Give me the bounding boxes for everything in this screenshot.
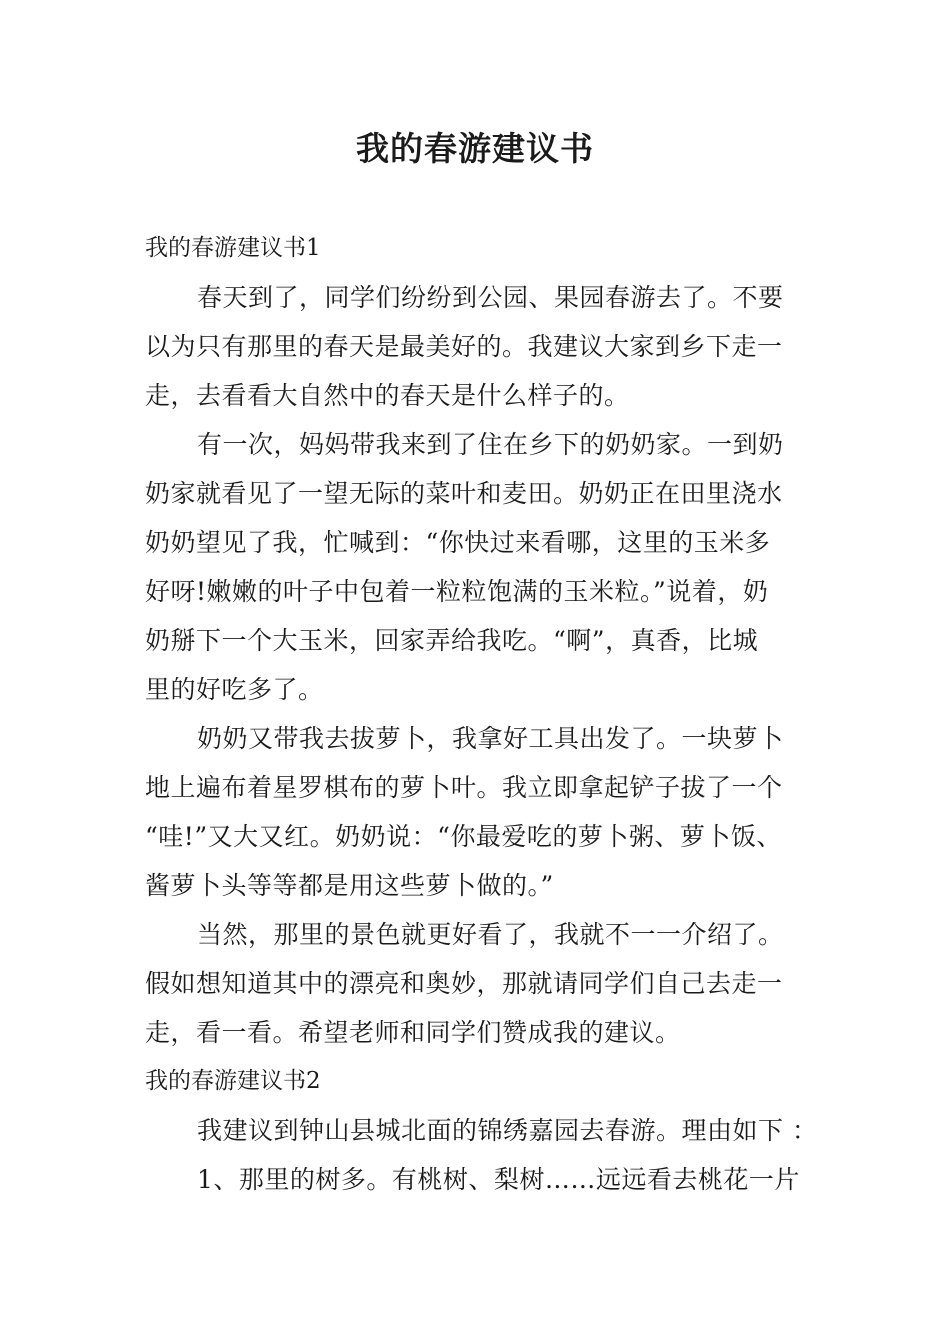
section-heading: 我的春游建议书1 [145,235,321,261]
paragraph [145,714,807,910]
section-heading: 我的春游建议书2 [145,1068,321,1094]
text-line: 当然，那里的景色就更好看了，我就不一一介绍了。 [197,920,784,949]
text-line: 奶奶又带我去拔萝卜，我拿好工具出发了。一块萝卜 [197,724,784,753]
paragraph [145,1106,818,1155]
text-line: 奶掰下一个大玉米，回家弄给我吃。“啊”，真香，比城 [145,626,759,655]
text-line: 我建议到钟山县城北面的锦绣嘉园去春游。理由如下 ： [197,1116,818,1145]
text-line: 酱萝卜头等等都是用这些萝卜做的。” [145,871,554,900]
document-body [145,224,818,1204]
text-line: 以为只有那里的春天是最美好的。我建议大家到乡下走一 [145,332,783,361]
text-line: 1、那里的树多。有桃树、梨树……远远看去桃花一片 [197,1165,800,1194]
text-line: 奶奶望见了我，忙喊到：“你快过来看哪，这里的玉米多 [145,528,771,557]
text-line: 假如想知道其中的漂亮和奥妙，那就请同学们自己去走一 [145,969,783,998]
text-line: 好呀!嫩嫩的叶子中包着一粒粒饱满的玉米粒。”说着，奶 [145,577,769,606]
paragraph [145,273,807,420]
text-line: 走，去看看大自然中的春天是什么样子的。 [145,381,630,410]
paragraph [145,1155,807,1204]
text-line: 春天到了，同学们纷纷到公园、果园春游去了。不要 [197,283,784,312]
paragraph [145,910,807,1057]
text-line: 走，看一看。希望老师和同学们赞成我的建议。 [145,1018,681,1047]
text-line: 奶家就看见了一望无际的菜叶和麦田。奶奶正在田里浇水 [145,479,783,508]
text-line: 地上遍布着星罗棋布的萝卜叶。我立即拿起铲子拔了一个 [145,773,783,802]
document-title: 我的春游建议书 [356,129,594,168]
text-line: 里的好吃多了。 [145,675,324,704]
text-line: “哇!”又大又红。奶奶说：“你最爱吃的萝卜粥、萝卜饭、 [145,822,782,851]
paragraph [145,420,807,714]
text-line: 有一次，妈妈带我来到了住在乡下的奶奶家。一到奶 [197,430,784,459]
